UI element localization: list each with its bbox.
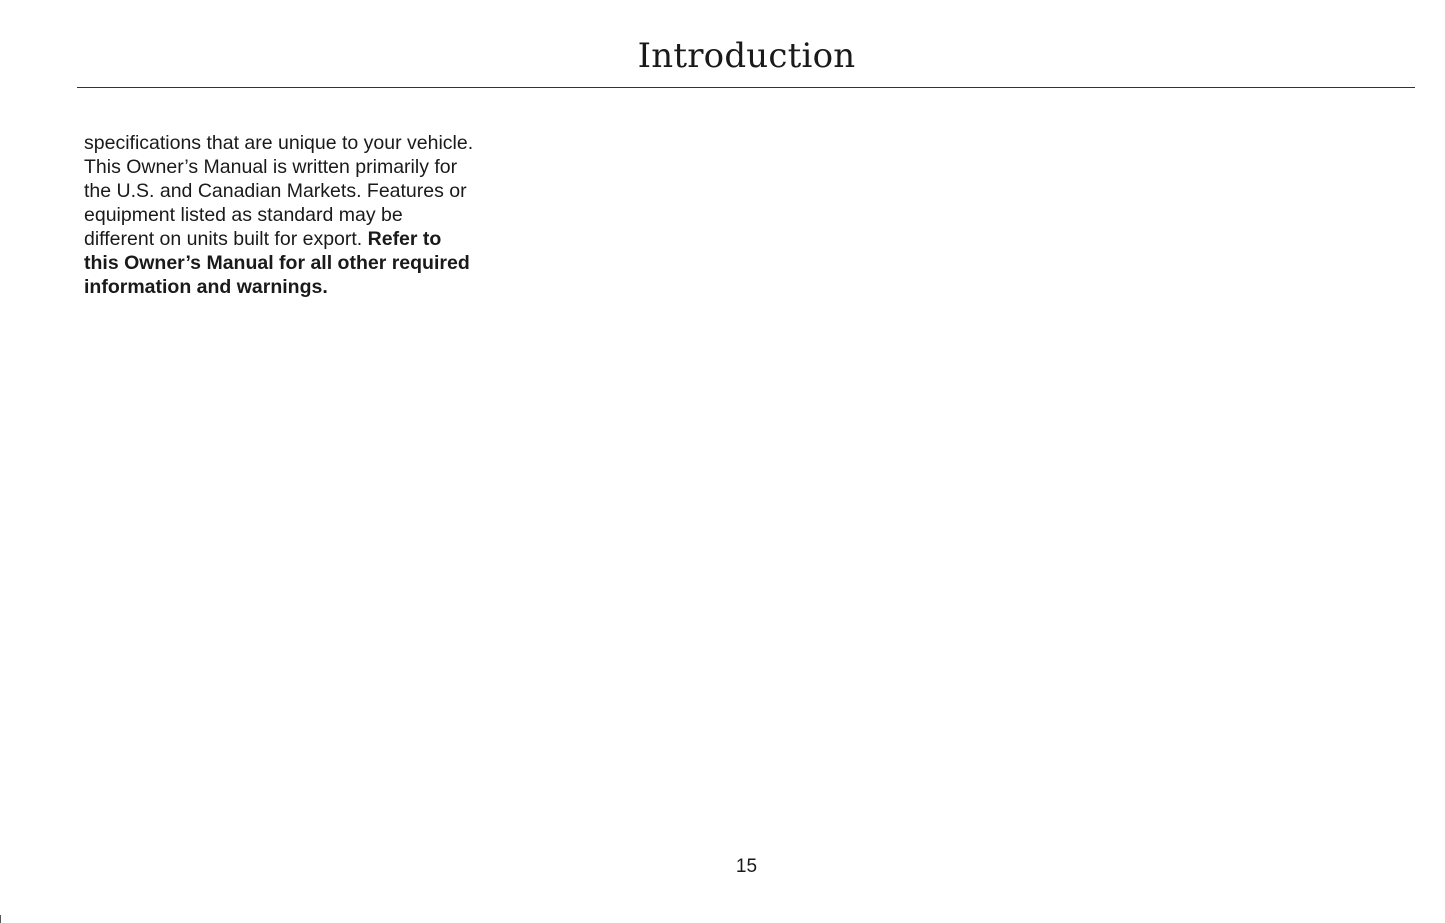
- paragraph-line-bold: [84, 275, 514, 299]
- paragraph-line: the U.S. and Canadian Markets. Features or: [84, 180, 467, 202]
- emphasis-text: information and warnings.: [84, 276, 328, 298]
- paragraph-line: specifications that are unique to your vehicle.: [84, 132, 474, 154]
- page-title: Introduction: [637, 36, 856, 76]
- paragraph-line-bold: [84, 251, 514, 275]
- paragraph-line: [84, 227, 514, 251]
- body-paragraph: [84, 131, 514, 299]
- page-number: 15: [735, 856, 758, 877]
- emphasis-text: Refer to: [367, 228, 442, 250]
- emphasis-text: this Owner’s Manual for all other required: [84, 252, 470, 274]
- crop-mark: [0, 915, 1, 923]
- header-divider: [77, 87, 1415, 88]
- paragraph-line: equipment listed as standard may be: [84, 204, 403, 226]
- paragraph-text: different on units built for export.: [84, 228, 368, 250]
- paragraph-line: This Owner’s Manual is written primarily for: [84, 156, 458, 178]
